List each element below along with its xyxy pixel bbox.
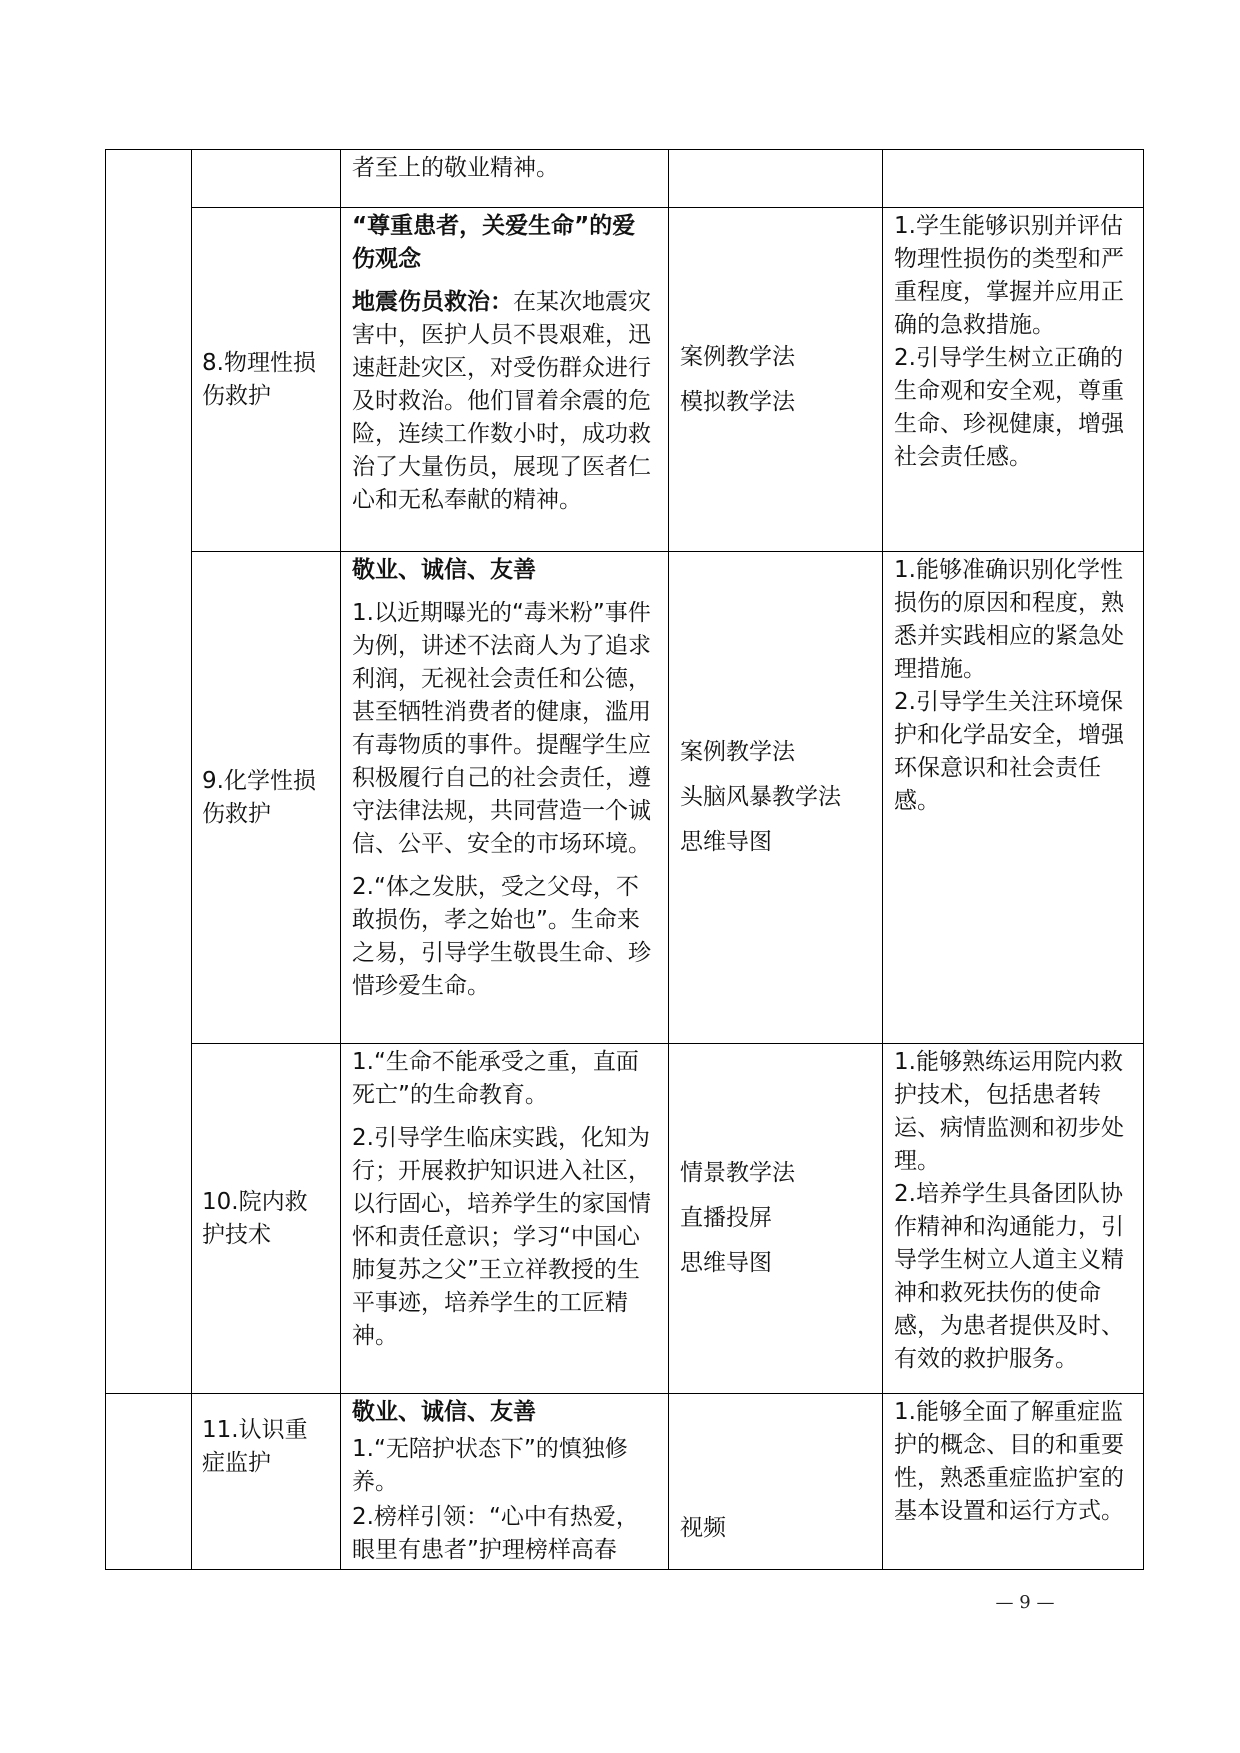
- content-paragraph: 2.“体之发肤，受之父母，不敢损伤，孝之始也”。生命来之易，引导学生敬畏生命、珍惜珍爱生命。: [352, 874, 651, 999]
- page-number: — 9 —: [995, 1592, 1055, 1613]
- content-cell: [341, 1044, 669, 1394]
- unit-label: 9.化学性损伤救护: [202, 767, 316, 827]
- goal-cell: [883, 1394, 1144, 1570]
- table-row: [106, 208, 1144, 552]
- table-row: [106, 1044, 1144, 1394]
- method-item: 视频: [680, 1515, 726, 1541]
- method-cell: [669, 1044, 883, 1394]
- method-item: 案例教学法: [680, 739, 795, 765]
- goal-item: 2.引导学生关注环境保护和化学品安全，增强环保意识和社会责任感。: [894, 689, 1124, 814]
- content-paragraph: 1.以近期曝光的“毒米粉”事件为例，讲述不法商人为了追求利润，无视社会责任和公德，甚至牺牲消费者的健康，滥用有毒物质的事件。提醒学生应积极履行自己的社会责任，遵守法律法规，共同营造一个诚信、公平、安全的市场环境。: [352, 600, 651, 857]
- table-row: [106, 150, 1144, 208]
- content-paragraph: 2.引导学生临床实践，化知为行；开展救护知识进入社区，以行固心，培养学生的家国情怀和责任意识；学习“中国心肺复苏之父”王立祥教授的生平事迹，培养学生的工匠精神。: [352, 1125, 651, 1349]
- goal-cell: [883, 150, 1144, 208]
- method-item: 案例教学法: [680, 343, 795, 370]
- goal-cell: [883, 552, 1144, 1044]
- content-paragraph: [352, 286, 657, 517]
- content-paragraph: 1.“生命不能承受之重，直面死亡”的生命教育。: [352, 1049, 639, 1108]
- content-heading: 敬业、诚信、友善: [352, 1399, 536, 1425]
- content-paragraph: 1.“无陪护状态下”的慎独修养。: [352, 1436, 628, 1495]
- unit-cell: [192, 1044, 341, 1394]
- method-item: 思维导图: [680, 829, 772, 855]
- content-cell: [341, 150, 669, 208]
- method-item: 思维导图: [680, 1250, 772, 1276]
- goal-item: 1.学生能够识别并评估物理性损伤的类型和严重程度，掌握并应用正确的急救措施。: [894, 213, 1124, 338]
- content-paragraph: 2.榜样引领：“心中有热爱，眼里有患者”护理榜样高春: [352, 1504, 639, 1563]
- content-heading: 敬业、诚信、友善: [352, 557, 536, 583]
- method-cell: [669, 1394, 883, 1570]
- module-cell: [106, 1394, 192, 1570]
- method-cell: [669, 150, 883, 208]
- goal-item: 2.引导学生树立正确的生命观和安全观，尊重生命、珍视健康，增强社会责任感。: [894, 345, 1124, 470]
- goal-item: 1.能够准确识别化学性损伤的原因和程度，熟悉并实践相应的紧急处理措施。: [894, 557, 1124, 682]
- goal-item: 1.能够全面了解重症监护的概念、目的和重要性，熟悉重症监护室的基本设置和运行方式。: [894, 1399, 1124, 1524]
- content-text: 在某次地震灾害中，医护人员不畏艰难，迅速赶赴灾区，对受伤群众进行及时救治。他们冒着余震的危险，连续工作数小时，成功救治了大量伤员，展现了医者仁心和无私奉献的精神。: [352, 289, 651, 513]
- goal-item: 1.能够熟练运用院内救护技术，包括患者转运、病情监测和初步处理。: [894, 1049, 1124, 1174]
- unit-cell: [192, 1394, 341, 1570]
- method-item: 头脑风暴教学法: [680, 784, 841, 810]
- unit-label: 8.物理性损伤救护: [202, 349, 316, 409]
- content-cell: [341, 208, 669, 552]
- unit-cell: [192, 150, 341, 208]
- table-row: [106, 1394, 1144, 1570]
- goal-cell: [883, 208, 1144, 552]
- curriculum-table: [105, 149, 1144, 1570]
- method-item: 直播投屏: [680, 1205, 772, 1231]
- unit-cell: [192, 208, 341, 552]
- unit-cell: [192, 552, 341, 1044]
- table-row: [106, 552, 1144, 1044]
- method-item: 模拟教学法: [680, 388, 795, 415]
- content-lead: 地震伤员救治：: [352, 289, 513, 315]
- unit-label: 11.认识重症监护: [202, 1417, 308, 1476]
- goal-cell: [883, 1044, 1144, 1394]
- content-cell: [341, 552, 669, 1044]
- method-item: 情景教学法: [680, 1160, 795, 1186]
- module-cell: [106, 150, 192, 1394]
- content-paragraph: 者至上的敬业精神。: [352, 155, 559, 181]
- content-cell: [341, 1394, 669, 1570]
- content-heading: “尊重患者，关爱生命”的爱伤观念: [352, 213, 636, 272]
- method-cell: [669, 552, 883, 1044]
- unit-label: 10.院内救护技术: [202, 1188, 308, 1248]
- goal-item: 2.培养学生具备团队协作精神和沟通能力，引导学生树立人道主义精神和救死扶伤的使命感，为患者提供及时、有效的救护服务。: [894, 1181, 1124, 1372]
- method-cell: [669, 208, 883, 552]
